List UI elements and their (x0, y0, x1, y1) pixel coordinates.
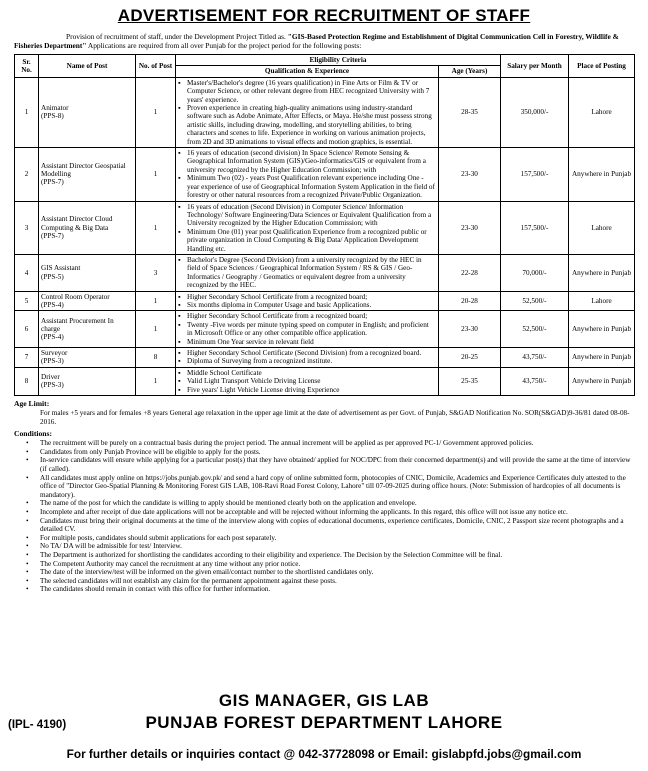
header-sr-no: Sr. No. (15, 55, 39, 78)
bullet-icon: ▪ (178, 104, 181, 113)
cell-qualification (176, 367, 439, 395)
post-grade: (PPS-8) (41, 112, 64, 121)
header-post-name: Name of Post (39, 55, 136, 78)
bullet-icon: ▪ (178, 255, 181, 264)
condition-text: Incomplete and after receipt of due date applications will not be acceptable and will be rejected without informing the applicants. In this regard, this office will not issue any notice etc. (40, 507, 568, 516)
cell-no-of-post: 1 (136, 148, 176, 201)
bullet-icon: ▪ (178, 174, 181, 183)
cell-post-name (39, 311, 136, 348)
bullet-icon: ▪ (178, 78, 181, 87)
bullet-icon: • (26, 447, 29, 456)
bullet-icon: • (26, 533, 29, 542)
cell-age: 23-30 (439, 148, 501, 201)
cell-age: 20-25 (439, 348, 501, 368)
cell-salary: 43,750/- (501, 348, 569, 368)
condition-item (26, 439, 634, 448)
condition-item (26, 517, 634, 534)
age-limit-heading: Age Limit: (14, 399, 50, 409)
bullet-icon: • (26, 576, 29, 585)
post-grade: (PPS-3) (41, 357, 64, 366)
cell-post-name (39, 254, 136, 291)
condition-text: The Department is authorized for shortlisting the candidates according to their eligibility and experience. The Decision by the Selection Committee will be final. (40, 550, 503, 559)
criteria-text: Minimum Two (02) - years Post Qualification relevant experience including One - year experience of use of Geographical Information System Application in the field of forestry or other natural resources from a recognized Private/Public Organization. (187, 174, 435, 200)
criteria-item (178, 386, 436, 394)
bullet-icon: ▪ (178, 149, 181, 158)
post-title: Surveyor (41, 349, 68, 357)
cell-age: 25-35 (439, 367, 501, 395)
bullet-icon: ▪ (178, 368, 181, 377)
cell-salary: 52,500/- (501, 311, 569, 348)
post-title: Control Room Operator (41, 292, 110, 301)
posts-table-body (15, 77, 635, 395)
cell-age: 23-30 (439, 311, 501, 348)
criteria-text: Higher Secondary School Certificate (Second Division) from a recognized board. (187, 349, 422, 357)
post-title: Driver (41, 373, 60, 382)
footer-block (0, 689, 648, 743)
post-grade: (PPS-7) (41, 231, 64, 240)
cell-post-name (39, 348, 136, 368)
criteria-item (178, 174, 436, 199)
table-row (15, 201, 635, 254)
condition-item (26, 499, 634, 508)
post-title: GIS Assistant (41, 264, 81, 273)
criteria-text: Higher Secondary School Certificate from a recognized board; (187, 312, 368, 321)
bullet-icon: • (26, 550, 29, 559)
table-row (15, 148, 635, 201)
bullet-icon: • (26, 456, 29, 465)
header-place: Place of Posting (569, 55, 635, 78)
cell-no-of-post: 1 (136, 367, 176, 395)
cell-place: Anywhere in Punjab (569, 311, 635, 348)
bullet-icon: ▪ (178, 337, 181, 346)
cell-post-name (39, 148, 136, 201)
table-row (15, 77, 635, 147)
criteria-text: 16 years of education (second division) In Space Science/ Remote Sensing & Geographical Information System (GIS)/Geo-informatics/GIS or equivalent from a university recognized by the Higher Education Commission; with (187, 149, 426, 174)
cell-salary: 157,500/- (501, 201, 569, 254)
bullet-icon: • (26, 439, 29, 448)
bullet-icon: • (26, 542, 29, 551)
criteria-text: Six months diploma in Computer Usage and basic Applications. (187, 300, 372, 309)
header-eligibility: Eligibility Criteria (176, 55, 501, 66)
criteria-item (178, 104, 436, 146)
bullet-icon: • (26, 473, 29, 482)
condition-item (26, 448, 634, 457)
cell-age: 20-28 (439, 291, 501, 311)
bullet-icon: • (26, 559, 29, 568)
cell-sr-no: 4 (15, 254, 39, 291)
cell-age: 23-30 (439, 201, 501, 254)
condition-text: In-service candidates will ensure while applying for a particular post(s) that they have obtained/ applied for NOC/DPC from their concerned department(s) and will provide the same at the time of interview (if called). (40, 456, 631, 473)
criteria-text: Diploma of Surveying from a recognized institute. (187, 357, 333, 366)
header-no-of-post: No. of Post (136, 55, 176, 78)
bullet-icon: ▪ (178, 202, 181, 211)
criteria-item (178, 228, 436, 253)
cell-salary: 157,500/- (501, 148, 569, 201)
condition-item (26, 456, 634, 473)
cell-place: Lahore (569, 201, 635, 254)
cell-salary: 52,500/- (501, 291, 569, 311)
condition-text: Candidates from only Punjab Province will be eligible to apply for the posts. (40, 447, 261, 456)
cell-sr-no: 1 (15, 77, 39, 147)
bullet-icon: ▪ (178, 320, 181, 329)
contact-line: For further details or inquiries contact @ 042-37728098 or Email: gislabpfd.jobs@gmail.com (66, 747, 582, 761)
criteria-text: 16 years of education (Second Division) in Computer Science/ Information Technology/ Software Engineering/Data Sciences or Equivalent Qualification from a University recognized by the Higher Education Commission; with (187, 202, 432, 228)
post-grade: (PPS-4) (41, 300, 64, 309)
bullet-icon: ▪ (178, 377, 181, 386)
cell-salary: 350,000/- (501, 77, 569, 147)
condition-text: The name of the post for which the candidate is willing to apply should be mentioned clearly both on the application and envelope. (40, 499, 417, 508)
post-grade: (PPS-4) (41, 333, 64, 342)
bullet-icon: ▪ (178, 385, 181, 394)
criteria-text: Proven experience in creating high-quality animations using industry-standard software such as Adobe Animate, After Effects, or Maya. He/she must possess strong artistic skills, including drawing, modelling, and storytelling abilities, to bring characters and scenes to life. Experience in working on various animation projects, from 2D and 3D animations to visual effects and motion graphics, is essential. (187, 104, 432, 146)
criteria-text: Valid Light Transport Vehicle Driving License (187, 377, 321, 386)
bullet-icon: ▪ (178, 312, 181, 321)
bullet-icon: ▪ (178, 292, 181, 301)
table-row (15, 291, 635, 311)
cell-qualification (176, 201, 439, 254)
intro-suffix: Applications are required from all over Punjab for the project period for the following posts: (86, 41, 362, 50)
criteria-item (178, 357, 436, 365)
cell-salary: 43,750/- (501, 367, 569, 395)
criteria-item (178, 293, 436, 301)
condition-item (26, 551, 634, 560)
criteria-item (178, 149, 436, 174)
post-title: Assistant Director Geospatial Modelling (41, 161, 126, 179)
table-row (15, 367, 635, 395)
table-row (15, 348, 635, 368)
cell-no-of-post: 1 (136, 291, 176, 311)
cell-no-of-post: 1 (136, 77, 176, 147)
cell-post-name (39, 77, 136, 147)
cell-sr-no: 8 (15, 367, 39, 395)
cell-age: 28-35 (439, 77, 501, 147)
criteria-text: Twenty -Five words per minute typing speed on computer in English; and proficient in Microsoft Office or any other compatible office application. (187, 320, 429, 338)
cell-qualification (176, 311, 439, 348)
criteria-item (178, 349, 436, 357)
post-title: Assistant Procurement In charge (41, 316, 114, 333)
intro-paragraph (14, 32, 634, 50)
bullet-icon: ▪ (178, 349, 181, 357)
criteria-text: Middle School Certificate (187, 368, 262, 377)
cell-place: Anywhere in Punjab (569, 348, 635, 368)
criteria-text: Minimum One (01) year post Qualification Experience from a recognized public or private organization in Cloud Computing & Big Data/ Application Development Handling etc. (187, 227, 427, 253)
cell-no-of-post: 1 (136, 201, 176, 254)
bullet-icon: ▪ (178, 357, 181, 366)
bullet-icon: • (26, 499, 29, 508)
cell-salary: 70,000/- (501, 254, 569, 291)
cell-qualification (176, 348, 439, 368)
table-row (15, 311, 635, 348)
criteria-item (178, 312, 436, 320)
criteria-text: Minimum One Year service in relevant field (187, 337, 314, 346)
cell-sr-no: 2 (15, 148, 39, 201)
condition-item (26, 585, 634, 594)
cell-qualification (176, 254, 439, 291)
condition-text: For multiple posts, candidates should submit applications for each post separately. (40, 533, 277, 542)
criteria-item (178, 377, 436, 385)
post-grade: (PPS-3) (41, 381, 64, 390)
criteria-item (178, 369, 436, 377)
criteria-text: Master's/Bachelor's degree (16 years qualification) in Fine Arts or Film & TV or Computer Science, or other relevant degree from HEC recognized University with 7 years' experience. (187, 78, 430, 104)
condition-text: The selected candidates will not establish any claim for the permanent appointment against these posts. (40, 576, 337, 585)
condition-item (26, 568, 634, 577)
condition-item (26, 542, 634, 551)
cell-sr-no: 5 (15, 291, 39, 311)
header-qualification: Qualification & Experience (176, 66, 439, 77)
intro-project-name: "GIS-Based Protection Regime and Establishment of Digital Communication Cell in Forestry, Wildlife & Fisheries Department" (14, 32, 619, 50)
cell-place: Lahore (569, 77, 635, 147)
cell-post-name (39, 367, 136, 395)
cell-qualification (176, 148, 439, 201)
cell-age: 22-28 (439, 254, 501, 291)
condition-item (26, 508, 634, 517)
advertisement-title: ADVERTISEMENT FOR RECRUITMENT OF STAFF (117, 6, 531, 25)
cell-sr-no: 3 (15, 201, 39, 254)
cell-place: Anywhere in Punjab (569, 148, 635, 201)
bullet-icon: • (26, 568, 29, 577)
bullet-icon: • (26, 516, 29, 525)
criteria-item (178, 301, 436, 309)
department-name: PUNJAB FOREST DEPARTMENT LAHORE (145, 713, 503, 732)
criteria-item (178, 321, 436, 338)
header-salary: Salary per Month (501, 55, 569, 78)
criteria-item (178, 256, 436, 290)
conditions-heading: Conditions: (14, 429, 52, 439)
posts-table (14, 54, 635, 396)
ipl-number: (IPL- 4190) (8, 719, 67, 731)
cell-qualification (176, 291, 439, 311)
post-title: Assistant Director Cloud Computing & Big Data (41, 215, 113, 232)
condition-text: The date of the interview/test will be informed on the given email/contact number to the shortlisted candidates only. (40, 568, 374, 577)
cell-no-of-post: 8 (136, 348, 176, 368)
cell-qualification (176, 77, 439, 147)
condition-text: The candidates should remain in contact with this office for further information. (40, 585, 271, 594)
condition-item (26, 560, 634, 569)
cell-place: Anywhere in Punjab (569, 254, 635, 291)
conditions-list (26, 439, 634, 594)
condition-text: No TA/ DA will be admissible for test/ Interview. (40, 542, 182, 551)
cell-no-of-post: 3 (136, 254, 176, 291)
criteria-item (178, 203, 436, 228)
bullet-icon: ▪ (178, 300, 181, 309)
condition-text: Candidates must bring their original documents at the time of the interview along with copies of educational documents, experience certificates, Domicile, CNIC, 2 Passport size recent photographs and a detailed CV. (40, 516, 624, 534)
bullet-icon: • (26, 507, 29, 516)
cell-place: Anywhere in Punjab (569, 367, 635, 395)
criteria-item (178, 79, 436, 104)
criteria-item (178, 338, 436, 346)
age-limit-text: For males +5 years and for females +8 years General age relaxation in the upper age limit at the date of advertisement as per Govt. of Punjab, S&GAD Notification No. SOR(S&GAD)9-36/81 dated 08-08-2016. (40, 409, 630, 426)
intro-prefix: Provision of recruitment of staff, under the Development Project Titled as. (66, 32, 288, 41)
condition-text: All candidates must apply online on https://jobs.punjab.gov.pk/ and send a hard copy of online submitted form, photocopies of CNIC, Domicile, Academics and Experience Certificates duly attested to the office of "Director Geo-Spatial Planning & Monitoring Forest GIS LAB, 108-Ravi Road Forest Colony, Lahore" till 07-09-2025 during office hours. (Note: Submission of hardcopies of all documents is mandatory). (40, 473, 626, 499)
condition-text: The Competent Authority may cancel the recruitment at any time without any prior notice. (40, 559, 301, 568)
cell-post-name (39, 201, 136, 254)
post-grade: (PPS-5) (41, 272, 64, 281)
bullet-icon: • (26, 585, 29, 594)
bullet-icon: ▪ (178, 227, 181, 236)
condition-item (26, 534, 634, 543)
cell-no-of-post: 1 (136, 311, 176, 348)
table-row (15, 254, 635, 291)
criteria-text: Five years' Light Vehicle License driving Experience (187, 385, 340, 394)
criteria-text: Bachelor's Degree (Second Division) from a university recognized by the HEC in field of Space Sciences / Geographical Information System / RS & GIS / Geo-Informatics / Geography / Geomatics or equivalent degree from a university recognized by the HEC. (187, 255, 422, 290)
cell-sr-no: 7 (15, 348, 39, 368)
criteria-text: Higher Secondary School Certificate from a recognized board; (187, 292, 368, 301)
condition-item (26, 474, 634, 500)
condition-text: The recruitment will be purely on a contractual basis during the project period. The annual increment will be applied as per approved PC-1/ Government approved policies. (40, 439, 534, 448)
post-grade: (PPS-7) (41, 178, 64, 187)
cell-post-name (39, 291, 136, 311)
signatory-title: GIS MANAGER, GIS LAB (218, 691, 430, 710)
header-age: Age (Years) (439, 66, 501, 77)
cell-sr-no: 6 (15, 311, 39, 348)
post-title: Animator (41, 104, 69, 113)
cell-place: Lahore (569, 291, 635, 311)
condition-item (26, 577, 634, 586)
